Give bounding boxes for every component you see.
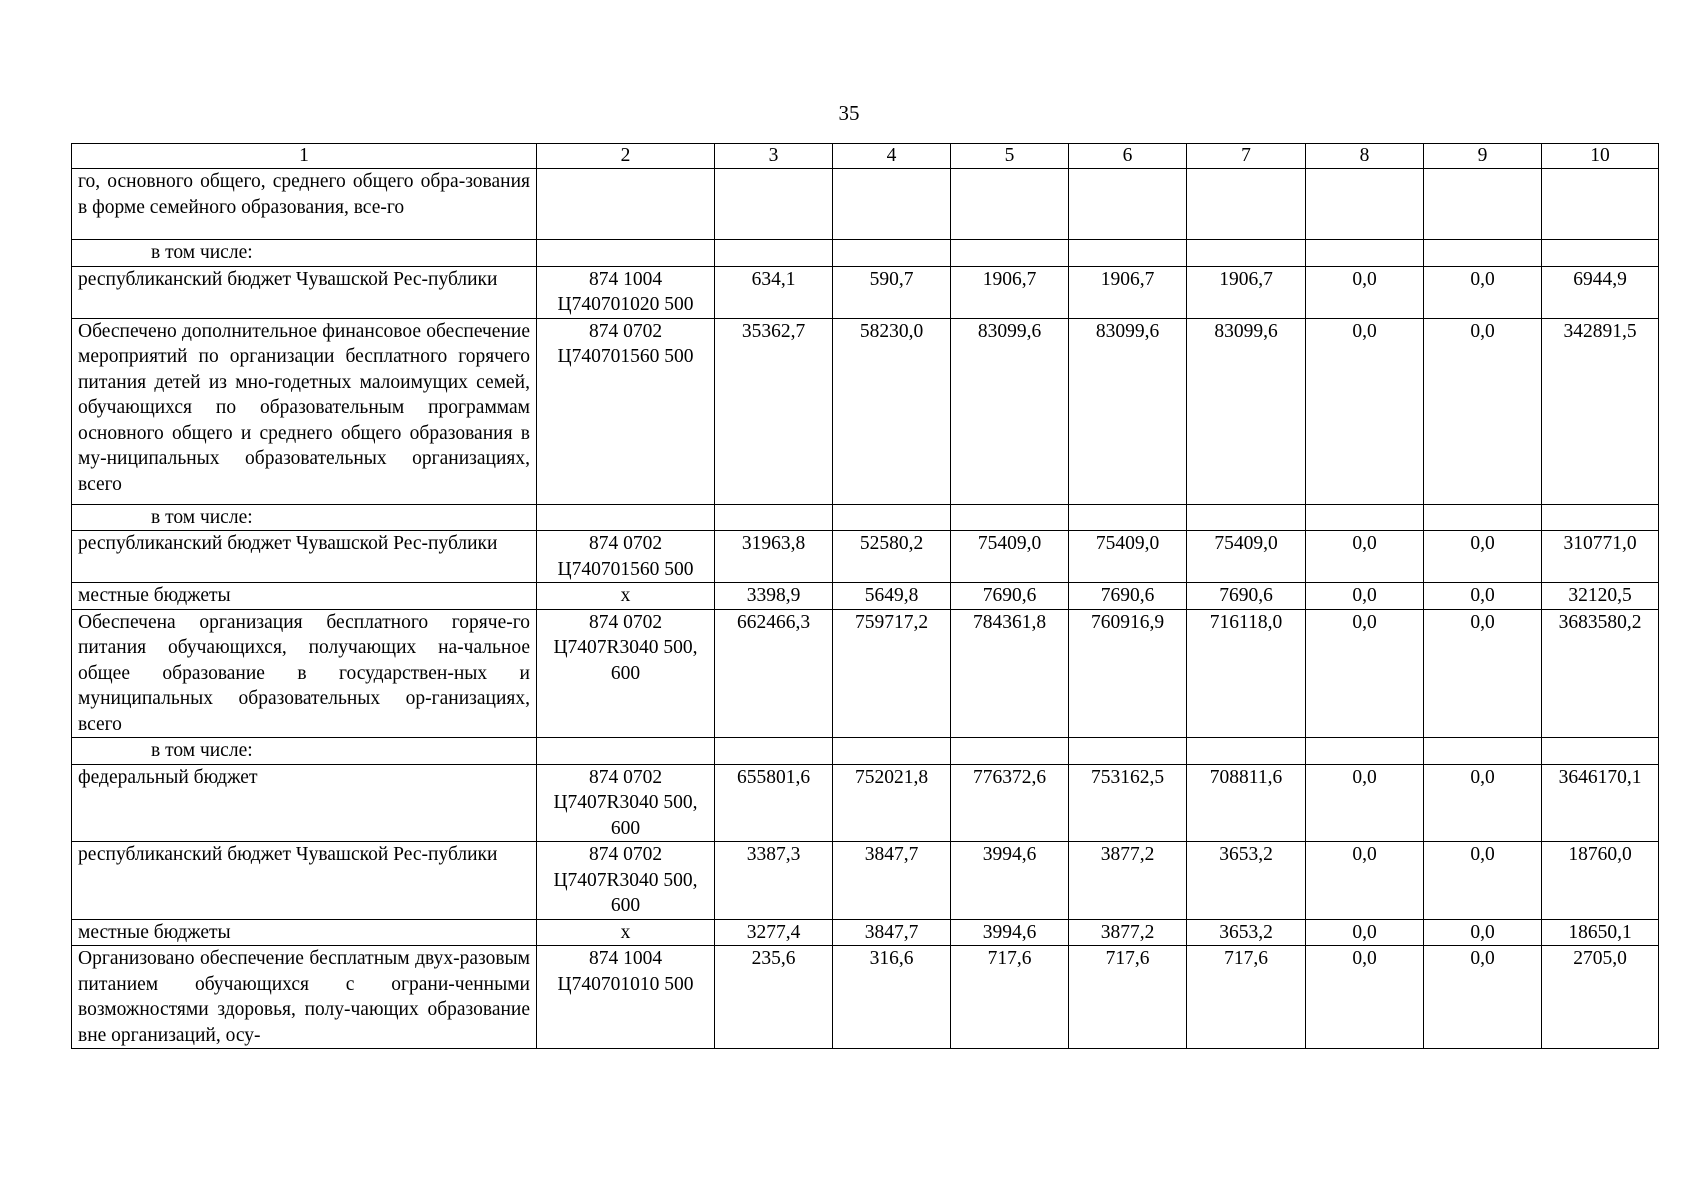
value-cell: 0,0 (1424, 946, 1542, 1049)
value-cell: 716118,0 (1187, 609, 1306, 738)
budget-code: 874 1004 Ц740701010 500 (537, 946, 715, 1049)
value-cell (1542, 738, 1659, 765)
value-cell: 1906,7 (1187, 266, 1306, 318)
value-cell: 18650,1 (1542, 919, 1659, 946)
value-cell: 590,7 (833, 266, 951, 318)
row-description: Обеспечена организация бесплатного горяче-го питания обучающихся, получающих на-чальное общее образование в государствен-ных и муниципальных образовательных ор-ганизациях, всего (72, 609, 537, 738)
value-cell: 655801,6 (715, 764, 833, 842)
row-description: федеральный бюджет (72, 764, 537, 842)
table-row (72, 764, 1659, 842)
value-cell (1542, 169, 1659, 240)
table-row (72, 946, 1659, 1049)
value-cell: 1906,7 (951, 266, 1069, 318)
value-cell: 18760,0 (1542, 842, 1659, 920)
budget-code: 874 0702 Ц7407R3040 500, 600 (537, 764, 715, 842)
value-cell (1424, 169, 1542, 240)
value-cell: 3847,7 (833, 842, 951, 920)
row-subheading: в том числе: (72, 738, 537, 765)
value-cell (1306, 504, 1424, 531)
value-cell (715, 240, 833, 267)
value-cell (833, 240, 951, 267)
value-cell: 3398,9 (715, 583, 833, 610)
budget-code: х (537, 919, 715, 946)
value-cell: 0,0 (1424, 318, 1542, 504)
value-cell (1424, 738, 1542, 765)
column-number: 3 (715, 144, 833, 169)
value-cell: 83099,6 (951, 318, 1069, 504)
value-cell: 235,6 (715, 946, 833, 1049)
value-cell (715, 738, 833, 765)
value-cell: 1906,7 (1069, 266, 1187, 318)
value-cell: 776372,6 (951, 764, 1069, 842)
value-cell: 753162,5 (1069, 764, 1187, 842)
value-cell: 717,6 (951, 946, 1069, 1049)
value-cell (1306, 738, 1424, 765)
value-cell (833, 504, 951, 531)
column-number: 8 (1306, 144, 1424, 169)
table-body (72, 169, 1659, 1049)
value-cell: 0,0 (1306, 919, 1424, 946)
value-cell (1187, 738, 1306, 765)
row-subheading: в том числе: (72, 504, 537, 531)
value-cell: 0,0 (1306, 946, 1424, 1049)
value-cell: 0,0 (1424, 531, 1542, 583)
value-cell: 7690,6 (1187, 583, 1306, 610)
value-cell (1069, 240, 1187, 267)
budget-code: 874 0702 Ц7407R3040 500, 600 (537, 609, 715, 738)
value-cell: 752021,8 (833, 764, 951, 842)
value-cell (715, 169, 833, 240)
value-cell: 0,0 (1424, 919, 1542, 946)
value-cell: 662466,3 (715, 609, 833, 738)
value-cell: 75409,0 (1069, 531, 1187, 583)
row-description: го, основного общего, среднего общего обра-зования в форме семейного образования, все-го (72, 169, 537, 240)
row-description: местные бюджеты (72, 583, 537, 610)
budget-code: х (537, 583, 715, 610)
value-cell: 31963,8 (715, 531, 833, 583)
value-cell: 3683580,2 (1542, 609, 1659, 738)
value-cell: 0,0 (1424, 842, 1542, 920)
budget-code: 874 0702 Ц7407R3040 500, 600 (537, 842, 715, 920)
column-number: 6 (1069, 144, 1187, 169)
value-cell: 759717,2 (833, 609, 951, 738)
budget-code: 874 0702 Ц740701560 500 (537, 318, 715, 504)
value-cell (951, 169, 1069, 240)
table-row (72, 318, 1659, 504)
value-cell: 75409,0 (1187, 531, 1306, 583)
value-cell: 0,0 (1306, 318, 1424, 504)
value-cell (1306, 169, 1424, 240)
budget-code (537, 169, 715, 240)
value-cell: 0,0 (1306, 609, 1424, 738)
row-description: республиканский бюджет Чувашской Рес-публики (72, 842, 537, 920)
value-cell: 3653,2 (1187, 842, 1306, 920)
value-cell (1187, 169, 1306, 240)
value-cell: 316,6 (833, 946, 951, 1049)
value-cell (1069, 169, 1187, 240)
value-cell (833, 738, 951, 765)
value-cell: 3847,7 (833, 919, 951, 946)
value-cell: 3994,6 (951, 842, 1069, 920)
row-description: местные бюджеты (72, 919, 537, 946)
value-cell: 784361,8 (951, 609, 1069, 738)
value-cell: 3387,3 (715, 842, 833, 920)
value-cell (1069, 504, 1187, 531)
table-row (72, 169, 1659, 240)
value-cell (833, 169, 951, 240)
budget-code (537, 504, 715, 531)
value-cell: 0,0 (1306, 583, 1424, 610)
value-cell: 342891,5 (1542, 318, 1659, 504)
value-cell (1424, 240, 1542, 267)
value-cell (1542, 504, 1659, 531)
column-number-row (72, 144, 1659, 169)
value-cell: 5649,8 (833, 583, 951, 610)
value-cell: 83099,6 (1069, 318, 1187, 504)
value-cell: 52580,2 (833, 531, 951, 583)
column-number: 1 (72, 144, 537, 169)
row-description: республиканский бюджет Чувашской Рес-публики (72, 266, 537, 318)
row-description: Обеспечено дополнительное финансовое обеспечение мероприятий по организации бесплатного горячего питания детей из мно-годетных малоимущих семей, обучающихся по образовательным программам основного общего и среднего общего образования в му-ниципальных образовательных организациях, всего (72, 318, 537, 504)
value-cell: 7690,6 (1069, 583, 1187, 610)
value-cell: 0,0 (1306, 764, 1424, 842)
value-cell: 0,0 (1424, 764, 1542, 842)
value-cell: 3277,4 (715, 919, 833, 946)
table-row (72, 531, 1659, 583)
budget-code: 874 1004 Ц740701020 500 (537, 266, 715, 318)
page-number: 35 (838, 101, 860, 125)
value-cell: 58230,0 (833, 318, 951, 504)
column-number: 9 (1424, 144, 1542, 169)
column-number: 5 (951, 144, 1069, 169)
value-cell (951, 240, 1069, 267)
column-number: 10 (1542, 144, 1659, 169)
table-row (72, 919, 1659, 946)
table-row (72, 738, 1659, 765)
value-cell: 3653,2 (1187, 919, 1306, 946)
value-cell: 32120,5 (1542, 583, 1659, 610)
value-cell (951, 738, 1069, 765)
value-cell (715, 504, 833, 531)
value-cell: 0,0 (1424, 609, 1542, 738)
table-row (72, 240, 1659, 267)
budget-code (537, 240, 715, 267)
budget-code (537, 738, 715, 765)
table-row (72, 266, 1659, 318)
value-cell (951, 504, 1069, 531)
value-cell: 760916,9 (1069, 609, 1187, 738)
value-cell: 708811,6 (1187, 764, 1306, 842)
table-row (72, 842, 1659, 920)
value-cell: 7690,6 (951, 583, 1069, 610)
value-cell: 717,6 (1069, 946, 1187, 1049)
value-cell: 3877,2 (1069, 919, 1187, 946)
value-cell: 3646170,1 (1542, 764, 1659, 842)
value-cell: 0,0 (1424, 583, 1542, 610)
value-cell: 35362,7 (715, 318, 833, 504)
value-cell (1187, 240, 1306, 267)
value-cell (1187, 504, 1306, 531)
value-cell: 83099,6 (1187, 318, 1306, 504)
column-number: 2 (537, 144, 715, 169)
value-cell (1542, 240, 1659, 267)
value-cell (1069, 738, 1187, 765)
value-cell (1424, 504, 1542, 531)
row-subheading: в том числе: (72, 240, 537, 267)
value-cell: 3877,2 (1069, 842, 1187, 920)
column-number: 4 (833, 144, 951, 169)
column-number: 7 (1187, 144, 1306, 169)
value-cell: 0,0 (1424, 266, 1542, 318)
value-cell: 0,0 (1306, 842, 1424, 920)
budget-table (71, 143, 1659, 1049)
value-cell: 310771,0 (1542, 531, 1659, 583)
value-cell: 75409,0 (951, 531, 1069, 583)
value-cell: 634,1 (715, 266, 833, 318)
value-cell: 717,6 (1187, 946, 1306, 1049)
value-cell: 3994,6 (951, 919, 1069, 946)
table-row (72, 583, 1659, 610)
value-cell (1306, 240, 1424, 267)
value-cell: 2705,0 (1542, 946, 1659, 1049)
value-cell: 0,0 (1306, 531, 1424, 583)
value-cell: 6944,9 (1542, 266, 1659, 318)
budget-code: 874 0702 Ц740701560 500 (537, 531, 715, 583)
value-cell: 0,0 (1306, 266, 1424, 318)
table-row (72, 609, 1659, 738)
row-description: республиканский бюджет Чувашской Рес-публики (72, 531, 537, 583)
row-description: Организовано обеспечение бесплатным двух-разовым питанием обучающихся с ограни-ченными возможностями здоровья, полу-чающих образование вне организаций, осу- (72, 946, 537, 1049)
table-row (72, 504, 1659, 531)
